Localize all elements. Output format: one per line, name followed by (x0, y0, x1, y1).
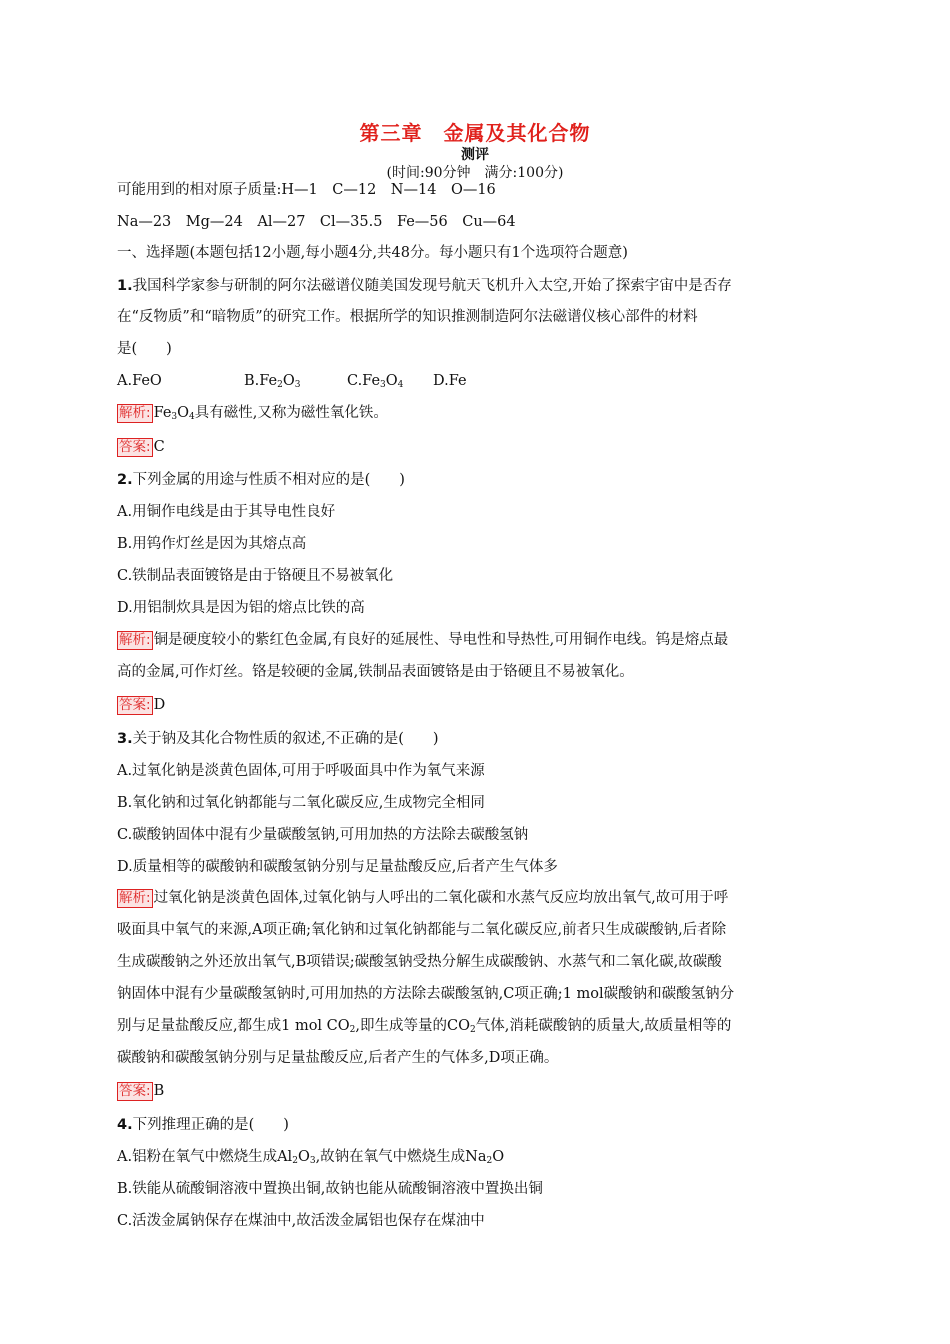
answer-value: B (153, 1083, 165, 1099)
question-3-analysis-line-5: 别与足量盐酸反应,都生成1 mol $CO_2$,即生成等量的$CO_2$气体,消耗碳酸钠的质量大,故质量相等的 (117, 1018, 732, 1035)
question-3-analysis-line-3: 生成碳酸钠之外还放出氧气,B项错误;碳酸氢钠受热分解生成碳酸钠、水蒸气和二氧化碳,故碳酸 (117, 954, 722, 970)
question-3-option-b: B.氧化钠和过氧化钠都能与二氧化碳反应,生成物完全相同 (117, 795, 485, 811)
analysis-label: 解析: (119, 405, 151, 421)
question-1-answer (117, 437, 837, 457)
question-3-stem (117, 729, 837, 749)
question-text: 我国科学家参与研制的阿尔法磁谱仪随美国发现号航天飞机升入太空,开始了探索宇宙中是否存 (132, 278, 732, 294)
test-subtitle: 测评 (461, 147, 489, 163)
question-3-analysis-line-6: 碳酸钠和碳酸氢钠分别与足量盐酸反应,后者产生的气体多,D项正确。 (117, 1050, 559, 1066)
question-2-answer (117, 695, 837, 715)
answer-value: C (153, 439, 165, 455)
question-1-analysis: 解析: $Fe_3O_4$具有磁性,又称为磁性氧化铁。 (119, 405, 388, 422)
question-2-option-d: D.用铝制炊具是因为铝的熔点比铁的高 (117, 600, 365, 616)
option-a: A.FeO (117, 373, 162, 389)
question-number: 3. (117, 731, 133, 747)
question-3-answer (117, 1081, 837, 1101)
question-2-analysis-line-2: 高的金属,可作灯丝。铬是较硬的金属,铁制品表面镀铬是由于铬硬且不易被氧化。 (117, 664, 634, 680)
question-3-analysis-line-1: 解析: 过氧化钠是淡黄色固体,过氧化钠与人呼出的二氧化碳和水蒸气反应均放出氧气,故可用于呼 (119, 890, 729, 906)
question-1-stem-line-2: 在“反物质”和“暗物质”的研究工作。根据所学的知识推测制造阿尔法磁谱仪核心部件的材料 (117, 309, 698, 325)
atomic-mass-line-2: Na—23 Mg—24 Al—27 Cl—35.5 Fe—56 Cu—64 (117, 214, 516, 230)
analysis-label: 解析: (119, 632, 151, 648)
question-text: 关于钠及其化合物性质的叙述,不正确的是( ) (132, 731, 439, 747)
question-1-stem-line-1 (117, 276, 837, 296)
question-3-analysis-line-4: 钠固体中混有少量碳酸氢钠时,可用加热的方法除去碳酸氢钠,C项正确;1 mol碳酸钠和碳酸氢钠分 (117, 986, 735, 1002)
question-number: 1. (117, 278, 133, 294)
question-4-option-c: C.活泼金属钠保存在煤油中,故活泼金属铝也保存在煤油中 (117, 1213, 485, 1229)
question-3-analysis-line-2: 吸面具中氧气的来源,A项正确;氧化钠和过氧化钠都能与二氧化碳反应,前者只生成碳酸钠,后者除 (117, 922, 727, 938)
question-3-option-a: A.过氧化钠是淡黄色固体,可用于呼吸面具中作为氧气来源 (117, 763, 485, 779)
option-d: D.Fe (433, 373, 467, 389)
answer-value: D (153, 697, 166, 713)
question-1-stem-line-3: 是( ) (117, 341, 172, 357)
question-2-option-b: B.用钨作灯丝是因为其熔点高 (117, 536, 307, 552)
answer-label: 答案: (119, 439, 151, 455)
analysis-label: 解析: (119, 890, 151, 906)
question-text: 下列金属的用途与性质不相对应的是( ) (132, 472, 405, 488)
question-number: 2. (117, 472, 133, 488)
question-2-stem (117, 470, 837, 490)
answer-label: 答案: (119, 1083, 151, 1099)
question-4-option-b: B.铁能从硫酸铜溶液中置换出铜,故钠也能从硫酸铜溶液中置换出铜 (117, 1181, 543, 1197)
section-heading: 一、选择题(本题包括12小题,每小题4分,共48分。每小题只有1个选项符合题意) (117, 245, 628, 261)
question-2-option-a: A.用铜作电线是由于其导电性良好 (117, 504, 336, 520)
question-number: 4. (117, 1117, 133, 1133)
question-3-option-d: D.质量相等的碳酸钠和碳酸氢钠分别与足量盐酸反应,后者产生气体多 (117, 859, 558, 875)
question-4-option-a: A.铝粉在氧气中燃烧生成$Al_2O_3$,故钠在氧气中燃烧生成$Na_2O$ (117, 1149, 505, 1166)
atomic-mass-line-1: 可能用到的相对原子质量:H—1 C—12 N—14 O—16 (117, 182, 496, 198)
question-text: 下列推理正确的是( ) (132, 1117, 289, 1133)
option-c: $C.Fe_3O_4$ (347, 373, 404, 390)
question-2-option-c: C.铁制品表面镀铬是由于铬硬且不易被氧化 (117, 568, 394, 584)
answer-label: 答案: (119, 697, 151, 713)
time-score-info: (时间:90分钟 满分:100分) (386, 165, 564, 181)
option-b: $B.Fe_2O_3$ (244, 373, 301, 390)
question-3-option-c: C.碳酸钠固体中混有少量碳酸氢钠,可用加热的方法除去碳酸氢钠 (117, 827, 529, 843)
question-4-stem (117, 1115, 837, 1135)
question-2-analysis-line-1: 解析: 铜是硬度较小的紫红色金属,有良好的延展性、导电性和导热性,可用铜作电线。钨是熔点最 (119, 632, 729, 648)
chapter-title: 第三章 金属及其化合物 (359, 121, 591, 145)
question-1-options (117, 371, 837, 391)
